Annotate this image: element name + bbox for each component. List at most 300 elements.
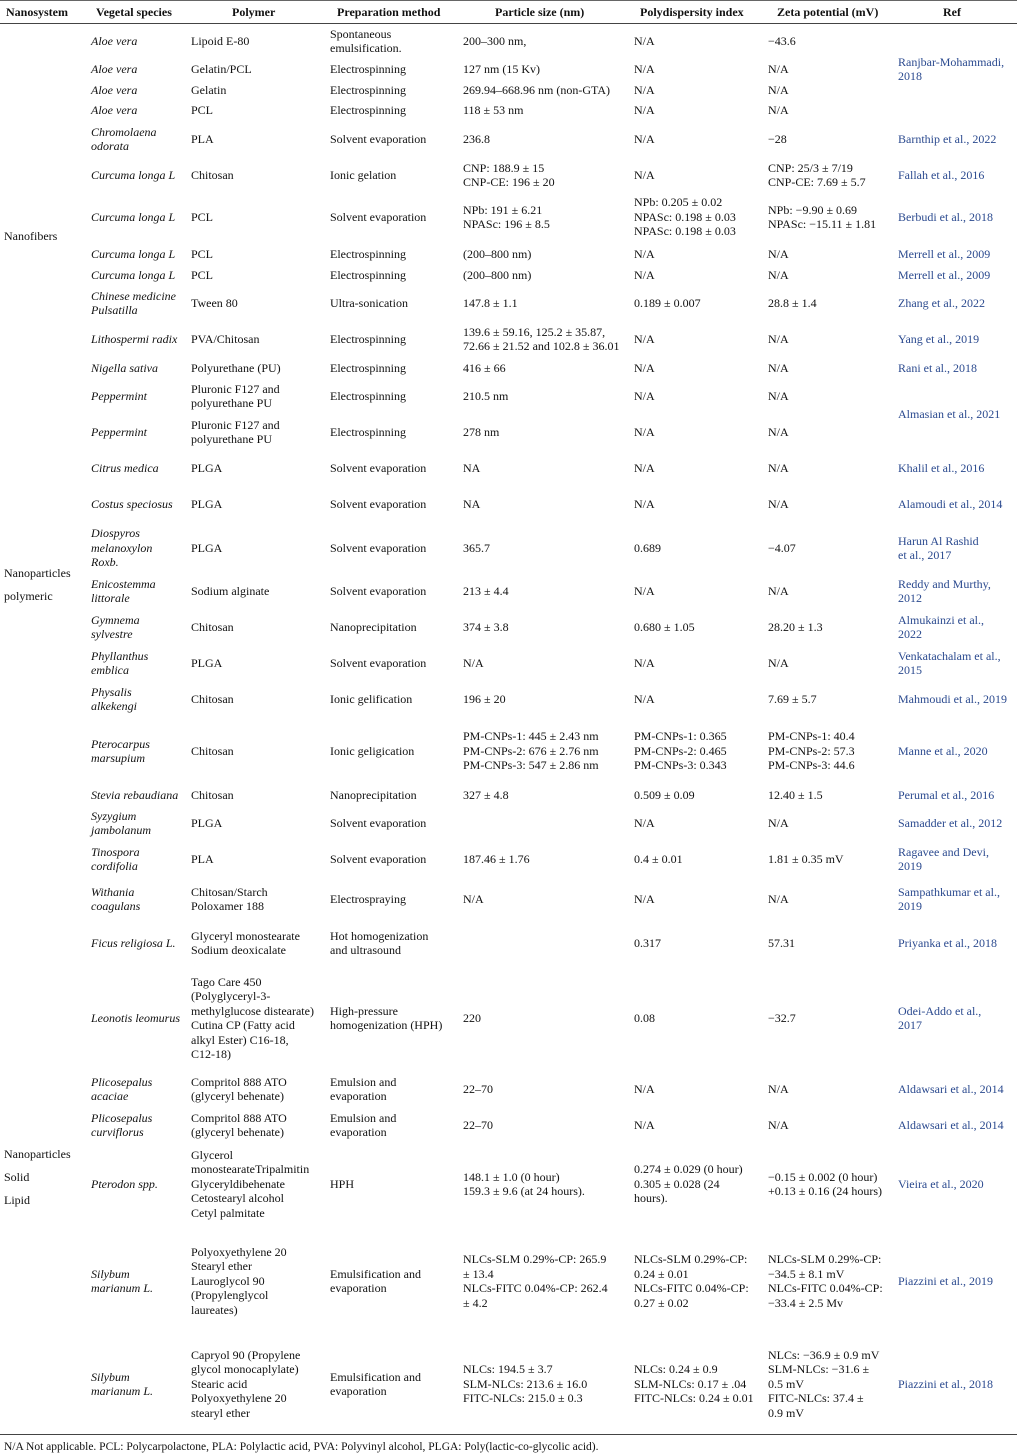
- pdi-cell-line: hours).: [634, 1191, 668, 1206]
- polymer-cell: [191, 541, 222, 556]
- particle-size-cell: [463, 325, 620, 354]
- polymer-cell-line: (glyceryl behenate): [191, 1089, 284, 1103]
- particle-size-cell-line: ± 4.2: [463, 1295, 488, 1310]
- zeta-cell-line: NLCs-FITC 0.04%-CP:: [768, 1281, 883, 1295]
- species-cell-line: Plicosepalus: [91, 1110, 153, 1125]
- polymer-cell-line: (Propylenglycol: [191, 1288, 269, 1303]
- zeta-cell: [768, 620, 823, 635]
- ref-link-line: Priyanka et al., 2018: [898, 935, 997, 950]
- pdi-cell: [634, 389, 655, 404]
- polymer-cell-line: Glycerol: [191, 1147, 233, 1162]
- ref-link-line: Aldawsari et al., 2014: [898, 1081, 1004, 1096]
- particle-size-cell: [463, 296, 518, 311]
- polymer-cell-line: polyurethane PU: [191, 432, 272, 446]
- particle-size-cell-line: 22–70: [463, 1081, 493, 1096]
- species-cell: [91, 577, 156, 606]
- polymer-cell-line: glycol monocaplylate): [191, 1362, 299, 1377]
- particle-size-cell: [463, 83, 610, 98]
- zeta-cell-line: FITC-NLCs: 37.4 ±: [768, 1391, 864, 1406]
- method-cell: [330, 27, 402, 56]
- particle-size-cell-line: 22–70: [463, 1117, 493, 1132]
- zeta-cell-line: N/A: [768, 1117, 789, 1132]
- nanosystem-label-line: Nanoparticles: [4, 1146, 71, 1161]
- particle-size-cell-line: PM-CNPs-2: 676 ± 2.76 nm: [463, 743, 599, 758]
- species-cell-line: Silybum: [91, 1369, 130, 1384]
- pdi-cell-line: NPb: 0.205 ± 0.02: [634, 195, 723, 210]
- zeta-cell-line: N/A: [768, 267, 789, 282]
- polymer-cell: [191, 132, 214, 147]
- zeta-cell: [768, 656, 789, 671]
- particle-size-cell-line: 196 ± 20: [463, 691, 506, 706]
- method-cell-line: Ionic geligication: [330, 743, 415, 758]
- particle-size-cell-line: 200–300 nm,: [463, 33, 527, 48]
- particle-size-cell-line: N/A: [463, 891, 484, 906]
- method-cell-line: Electrospraying: [330, 891, 406, 906]
- species-cell: [91, 685, 137, 714]
- particle-size-cell-line: NA: [463, 496, 481, 511]
- particle-size-cell-line: 327 ± 4.8: [463, 787, 509, 802]
- pdi-cell-line: N/A: [634, 167, 655, 182]
- polymer-cell-line: (glyceryl behenate): [191, 1125, 284, 1139]
- pdi-cell: [634, 461, 655, 476]
- pdi-cell: [634, 1082, 655, 1097]
- species-cell-line: Chinese medicine: [91, 288, 176, 303]
- ref-link-line: Berbudi et al., 2018: [898, 209, 993, 224]
- method-cell: [330, 361, 406, 376]
- nanosystem-label-line: polymeric: [4, 589, 53, 603]
- pdi-cell: [634, 816, 655, 831]
- ref-link: [898, 55, 1004, 84]
- species-cell: [91, 1267, 153, 1296]
- ref-link-line: Almukainzi et al.,: [898, 612, 984, 627]
- species-cell: [91, 268, 175, 283]
- pdi-cell: [634, 103, 655, 118]
- zeta-cell: [768, 692, 817, 707]
- species-cell-line: Roxb.: [91, 555, 119, 570]
- species-cell-line: Leonotis leomurus: [91, 1010, 181, 1025]
- particle-size-cell-line: 139.6 ± 59.16, 125.2 ± 35.87,: [463, 324, 606, 339]
- ref-link: [898, 210, 993, 225]
- particle-size-cell: [463, 788, 509, 803]
- pdi-cell: [634, 936, 661, 951]
- ref-link-line: Odei-Addo et al.,: [898, 1003, 982, 1018]
- method-cell: [330, 929, 428, 958]
- polymer-cell-line: (Polyglyceryl-3-: [191, 989, 271, 1003]
- polymer-cell: [191, 975, 314, 1062]
- polymer-cell: [191, 929, 300, 958]
- polymer-cell: [191, 788, 234, 803]
- particle-size-cell-line: 365.7: [463, 540, 490, 555]
- polymer-cell: [191, 852, 214, 867]
- method-cell-line: Electrospinning: [330, 246, 406, 261]
- zeta-cell-line: NLCs: −36.9 ± 0.9 mV: [768, 1347, 880, 1362]
- zeta-cell: [768, 34, 796, 49]
- zeta-cell: [768, 584, 789, 599]
- polymer-cell: [191, 210, 213, 225]
- species-cell: [91, 885, 140, 914]
- zeta-cell: [768, 1082, 789, 1097]
- zeta-cell-line: SLM-NLCs: −31.6 ±: [768, 1362, 870, 1377]
- particle-size-cell: [463, 247, 531, 262]
- method-cell: [330, 62, 406, 77]
- particle-size-cell: [463, 1118, 493, 1133]
- zeta-cell: [768, 103, 789, 118]
- zeta-cell: [768, 1252, 883, 1310]
- method-cell-line: Emulsion and: [330, 1074, 397, 1089]
- pdi-cell-line: N/A: [634, 360, 655, 375]
- zeta-cell-line: PM-CNPs-2: 57.3: [768, 743, 855, 758]
- polymer-cell: [191, 382, 280, 411]
- particle-size-cell-line: 118 ± 53 nm: [463, 102, 524, 117]
- ref-link-line: 2018: [898, 69, 922, 83]
- ref-link: [898, 461, 984, 476]
- ref-link-line: Piazzini et al., 2019: [898, 1273, 993, 1288]
- particle-size-cell: [463, 1252, 608, 1310]
- zeta-cell-line: −4.07: [768, 540, 796, 555]
- pdi-cell-line: N/A: [634, 331, 655, 346]
- species-cell-line: Chromolaena: [91, 124, 157, 139]
- species-cell: [91, 788, 178, 803]
- method-cell-line: Electrospinning: [330, 82, 406, 97]
- method-cell-line: Emulsification and: [330, 1369, 421, 1384]
- polymer-cell: [191, 418, 280, 447]
- particle-size-cell: [463, 203, 550, 232]
- zeta-cell-line: N/A: [768, 246, 789, 261]
- pdi-cell: [634, 62, 655, 77]
- species-cell-line: Lithospermi radix: [91, 331, 178, 346]
- polymer-cell-line: monostearateTripalmitin: [191, 1162, 310, 1177]
- particle-size-cell: [463, 425, 499, 440]
- polymer-cell-line: Sodium alginate: [191, 583, 270, 598]
- polymer-cell-line: PLGA: [191, 496, 223, 511]
- pdi-cell-line: 0.27 ± 0.02: [634, 1295, 689, 1310]
- zeta-cell-line: 1.81 ± 0.35 mV: [768, 851, 844, 866]
- ref-link-line: Sampathkumar et al.,: [898, 884, 1000, 899]
- species-cell: [91, 613, 140, 642]
- species-cell-line: Pterodon spp.: [91, 1176, 158, 1191]
- particle-size-cell: [463, 729, 599, 773]
- species-cell-line: Silybum: [91, 1266, 130, 1281]
- polymer-cell: [191, 816, 222, 831]
- pdi-cell-line: N/A: [634, 246, 655, 261]
- ref-link-line: Harun Al Rashid: [898, 533, 979, 548]
- species-cell: [91, 1370, 153, 1399]
- particle-size-cell-line: NA: [463, 460, 481, 475]
- polymer-cell: [191, 1075, 287, 1104]
- species-cell: [91, 845, 140, 874]
- method-cell-line: Electrospinning: [330, 424, 406, 439]
- polymer-cell-line: Stearic acid: [191, 1376, 248, 1391]
- method-cell-line: Solvent evaporation: [330, 583, 427, 598]
- polymer-cell-line: Gelatin/PCL: [191, 61, 252, 76]
- polymer-cell-line: Lipoid E-80: [191, 33, 250, 48]
- pdi-cell: [634, 1162, 743, 1206]
- ref-link: [898, 1082, 1004, 1097]
- polymer-cell-line: Polyurethane (PU): [191, 360, 281, 375]
- pdi-cell-line: N/A: [634, 33, 655, 48]
- particle-size-cell: [463, 103, 523, 118]
- species-cell-line: Plicosepalus: [91, 1074, 153, 1089]
- nanosystem-label: [4, 1143, 71, 1212]
- species-cell-line: Peppermint: [91, 388, 147, 403]
- method-cell-line: Emulsification and: [330, 1266, 421, 1281]
- particle-size-cell: [463, 1011, 481, 1026]
- zeta-cell-line: CNP-CE: 7.69 ± 5.7: [768, 175, 866, 189]
- zeta-cell-line: N/A: [768, 496, 789, 511]
- polymer-cell-line: Compritol 888 ATO: [191, 1110, 287, 1125]
- pdi-cell: [634, 497, 655, 512]
- method-cell-line: Ultra-sonication: [330, 295, 408, 310]
- ref-link-line: Ranjbar-Mohammadi,: [898, 54, 1005, 69]
- ref-link-line: Ragavee and Devi,: [898, 844, 989, 859]
- ref-link: [898, 885, 1000, 914]
- pdi-cell: [634, 34, 655, 49]
- pdi-cell-line: N/A: [634, 61, 655, 76]
- zeta-cell: [768, 268, 789, 283]
- method-cell: [330, 425, 406, 440]
- species-cell-line: Withania: [91, 884, 135, 899]
- species-cell-line: Aloe vera: [91, 102, 138, 117]
- zeta-cell-line: −33.4 ± 2.5 Mv: [768, 1295, 844, 1310]
- zeta-cell: [768, 361, 789, 376]
- pdi-cell: [634, 852, 683, 867]
- zeta-cell: [768, 461, 789, 476]
- species-cell-line: Curcuma longa L: [91, 267, 176, 282]
- pdi-cell: [634, 584, 655, 599]
- pdi-cell: [634, 1362, 754, 1406]
- method-cell: [330, 816, 426, 831]
- ref-link: [898, 1177, 984, 1192]
- pdi-cell-line: N/A: [634, 1117, 655, 1132]
- method-cell: [330, 1177, 354, 1192]
- method-cell-line: Nanoprecipitation: [330, 619, 417, 634]
- ref-link-line: Khalil et al., 2016: [898, 460, 985, 475]
- particle-size-cell-line: NLCs: 194.5 ± 3.7: [463, 1362, 553, 1377]
- ref-link: [898, 247, 990, 262]
- pdi-cell-line: PM-CNPs-3: 0.343: [634, 758, 727, 773]
- pdi-cell: [634, 247, 655, 262]
- particle-size-cell: [463, 656, 484, 671]
- zeta-cell-line: N/A: [768, 891, 789, 906]
- method-cell: [330, 332, 406, 347]
- zeta-cell-line: N/A: [768, 1081, 789, 1096]
- pdi-cell-line: N/A: [634, 655, 655, 670]
- species-cell-line: coagulans: [91, 899, 141, 913]
- pdi-cell-line: N/A: [634, 424, 655, 439]
- polymer-cell-line: Chitosan/Starch: [191, 884, 268, 899]
- particle-size-cell-line: FITC-NLCs: 215.0 ± 0.3: [463, 1391, 583, 1406]
- polymer-cell-line: PLGA: [191, 655, 223, 670]
- particle-size-cell: [463, 1170, 585, 1199]
- species-cell-line: melanoxylon: [91, 540, 153, 555]
- ref-link-line: Zhang et al., 2022: [898, 295, 985, 310]
- species-cell-line: curviflorus: [91, 1125, 144, 1139]
- polymer-cell-line: Polyoxyethylene 20: [191, 1244, 287, 1259]
- polymer-cell-line: Glyceryldibehenate: [191, 1176, 285, 1191]
- species-cell: [91, 289, 176, 318]
- ref-link: [898, 268, 990, 283]
- species-cell: [91, 649, 148, 678]
- ref-link-line: Venkatachalam et al.,: [898, 648, 1001, 663]
- table-header: [0, 0, 1017, 24]
- pdi-cell: [634, 1118, 655, 1133]
- species-cell: [91, 168, 175, 183]
- species-cell-line: sylvestre: [91, 627, 133, 641]
- pdi-cell-line: 0.689: [634, 540, 661, 555]
- polymer-cell-line: Poloxamer 188: [191, 899, 264, 913]
- polymer-cell: [191, 692, 234, 707]
- polymer-cell-line: PCL: [191, 267, 214, 282]
- method-cell-line: Electrospinning: [330, 102, 406, 117]
- method-cell-line: Electrospinning: [330, 388, 406, 403]
- species-cell: [91, 425, 147, 440]
- col-ref-header: Ref: [943, 5, 961, 19]
- zeta-cell: [768, 1170, 882, 1199]
- polymer-cell: [191, 656, 222, 671]
- pdi-cell-line: N/A: [634, 460, 655, 475]
- method-cell-line: evaporation: [330, 1281, 387, 1295]
- pdi-cell: [634, 729, 727, 773]
- pdi-cell: [634, 788, 695, 803]
- ref-link: [898, 936, 997, 951]
- method-cell-line: Ionic gelification: [330, 691, 413, 706]
- zeta-cell: [768, 247, 789, 262]
- ref-link-line: Vieira et al., 2020: [898, 1176, 984, 1191]
- zeta-cell-line: PM-CNPs-1: 40.4: [768, 729, 855, 744]
- particle-size-cell-line: NPb: 191 ± 6.21: [463, 202, 543, 217]
- polymer-cell-line: PCL: [191, 102, 214, 117]
- particle-size-cell: [463, 389, 508, 404]
- zeta-cell-line: 7.69 ± 5.7: [768, 691, 817, 706]
- particle-size-cell: [463, 692, 506, 707]
- method-cell: [330, 788, 417, 803]
- col-species-header: Vegetal species: [96, 5, 172, 19]
- species-cell-line: marsupium: [91, 751, 146, 765]
- method-cell: [330, 132, 426, 147]
- pdi-cell-line: 0.24 ± 0.01: [634, 1266, 689, 1281]
- ref-link-line: 2015: [898, 663, 922, 677]
- particle-size-cell-line: 127 nm (15 Kv): [463, 61, 540, 76]
- method-cell: [330, 892, 406, 907]
- pdi-cell-line: 0.08: [634, 1010, 655, 1025]
- zeta-cell-line: N/A: [768, 460, 789, 475]
- polymer-cell-line: PCL: [191, 209, 214, 224]
- zeta-cell: [768, 332, 789, 347]
- pdi-cell-line: N/A: [634, 267, 655, 282]
- species-cell-line: Stevia rebaudiana: [91, 787, 179, 802]
- method-cell-line: Electrospinning: [330, 267, 406, 282]
- species-cell: [91, 83, 137, 98]
- polymer-cell-line: Lauroglycol 90: [191, 1273, 265, 1288]
- zeta-cell-line: 28.8 ± 1.4: [768, 295, 817, 310]
- polymer-cell-line: Polyoxyethylene 20: [191, 1391, 287, 1406]
- polymer-cell-line: Sodium deoxicalate: [191, 943, 286, 957]
- method-cell: [330, 620, 417, 635]
- ref-link: [898, 1377, 993, 1392]
- species-cell-line: Nigella sativa: [91, 360, 158, 375]
- species-cell-line: Costus speciosus: [91, 496, 173, 511]
- polymer-cell: [191, 83, 226, 98]
- ref-link: [898, 649, 1001, 678]
- ref-link-line: Alamoudi et al., 2014: [898, 496, 1003, 511]
- pdi-cell-line: 0.189 ± 0.007: [634, 295, 701, 310]
- pdi-cell-line: 0.317: [634, 935, 661, 950]
- zeta-cell: [768, 1348, 879, 1421]
- polymer-cell-line: Gelatin: [191, 82, 227, 97]
- method-cell-line: Electrospinning: [330, 61, 406, 76]
- species-cell-line: Curcuma longa L: [91, 246, 176, 261]
- ref-link: [898, 1004, 981, 1033]
- method-cell-line: emulsification.: [330, 41, 402, 55]
- particle-size-cell: [463, 34, 526, 49]
- polymer-cell: [191, 885, 268, 914]
- ref-link-line: Merrell et al., 2009: [898, 246, 991, 261]
- pdi-cell: [634, 132, 655, 147]
- pdi-cell: [634, 656, 655, 671]
- method-cell-line: HPH: [330, 1176, 355, 1191]
- method-cell: [330, 103, 406, 118]
- ref-link: [898, 692, 1007, 707]
- ref-link-line: 2017: [898, 1018, 922, 1032]
- particle-size-cell: [463, 1362, 587, 1406]
- species-cell-line: marianum L.: [91, 1281, 154, 1295]
- species-cell: [91, 34, 137, 49]
- particle-size-cell: [463, 361, 506, 376]
- species-cell-line: Syzygium: [91, 808, 137, 823]
- ref-link-line: Reddy and Murthy,: [898, 576, 991, 591]
- polymer-cell-line: PLA: [191, 851, 214, 866]
- zeta-cell-line: CNP: 25/3 ± 7/19: [768, 160, 853, 175]
- particle-size-cell-line: NLCs-SLM 0.29%-CP: 265.9: [463, 1252, 607, 1266]
- polymer-cell: [191, 103, 213, 118]
- polymer-cell-line: Glyceryl monostearate: [191, 928, 300, 943]
- ref-link: [898, 296, 985, 311]
- zeta-cell: [768, 203, 876, 232]
- zeta-cell-line: −43.6: [768, 33, 796, 48]
- method-cell-line: Ionic gelation: [330, 167, 397, 182]
- polymer-cell-line: Tween 80: [191, 295, 238, 310]
- polymer-cell-line: Pluronic F127 and: [191, 417, 280, 432]
- particle-size-cell: [463, 1082, 493, 1097]
- pdi-cell: [634, 296, 701, 311]
- pdi-cell-line: N/A: [634, 815, 655, 830]
- zeta-cell: [768, 425, 789, 440]
- nanosystem-label-line: Lipid: [4, 1192, 30, 1207]
- particle-size-cell-line: 220: [463, 1010, 481, 1025]
- zeta-cell-line: −0.15 ± 0.002 (0 hour): [768, 1169, 878, 1184]
- nanosystem-label-line: Solid: [4, 1169, 30, 1184]
- method-cell-line: and ultrasound: [330, 943, 401, 957]
- pdi-cell: [634, 1252, 749, 1310]
- ref-link-line: Merrell et al., 2009: [898, 267, 991, 282]
- zeta-cell: [768, 296, 817, 311]
- pdi-cell: [634, 361, 655, 376]
- pdi-cell-line: 0.4 ± 0.01: [634, 851, 683, 866]
- polymer-cell-line: Chitosan: [191, 691, 234, 706]
- particle-size-cell-line: 236.8: [463, 131, 490, 146]
- polymer-cell: [191, 34, 249, 49]
- species-cell-line: Citrus medica: [91, 460, 159, 475]
- method-cell: [330, 497, 426, 512]
- ref-link-line: et al., 2017: [898, 548, 952, 562]
- polymer-cell-line: Chitosan: [191, 787, 234, 802]
- pdi-cell-line: N/A: [634, 131, 655, 146]
- polymer-cell-line: Chitosan: [191, 167, 234, 182]
- polymer-cell-line: Compritol 888 ATO: [191, 1074, 287, 1089]
- method-cell-line: Hot homogenization: [330, 928, 429, 943]
- pdi-cell-line: NLCs-SLM 0.29%-CP:: [634, 1252, 748, 1266]
- method-cell-line: Solvent evaporation: [330, 655, 427, 670]
